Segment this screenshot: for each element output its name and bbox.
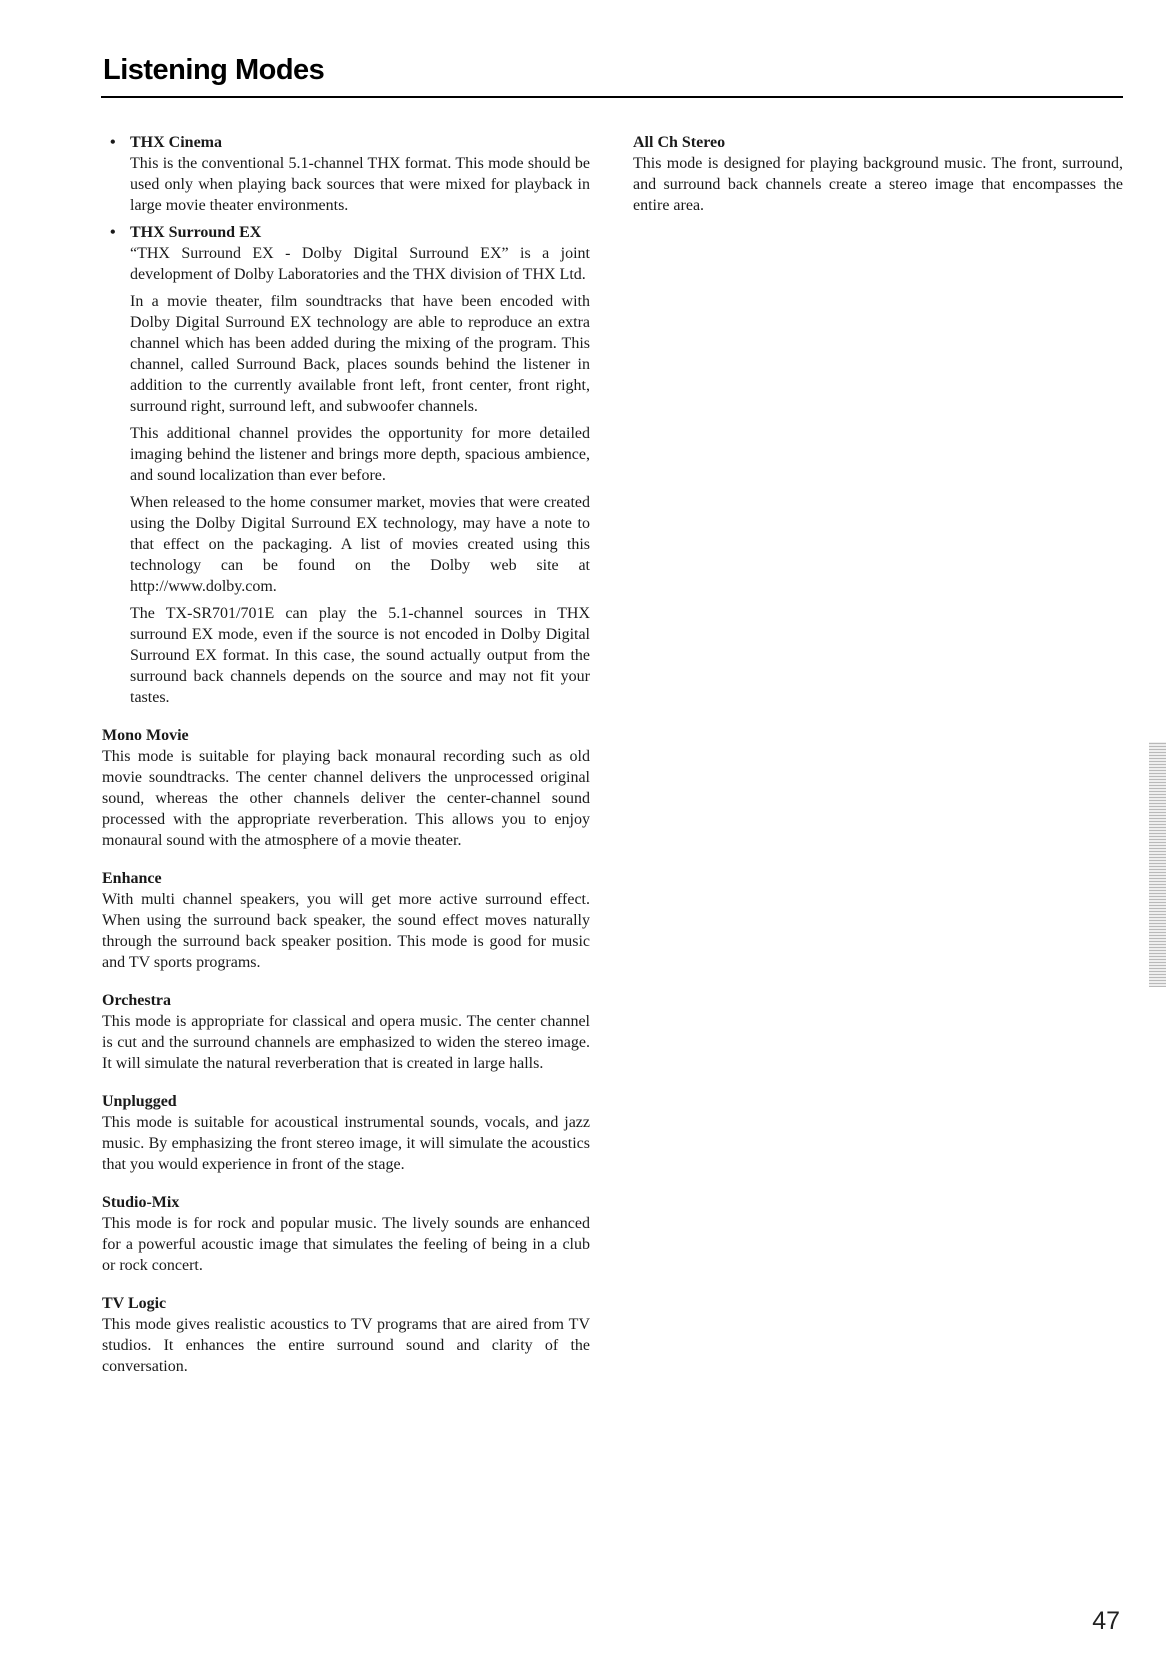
enhance-section bbox=[102, 868, 590, 973]
mono-movie-section bbox=[102, 725, 590, 851]
mono-movie-text: This mode is suitable for playing back monaural recording such as old movie soundtracks. The center channel delivers the unprocessed original sound, whereas the other channels deliver the center-channel sound processed with the appropriate reverberation. This allows you to enjoy monaural sound with the atmosphere of a movie theater. bbox=[102, 748, 590, 849]
orchestra-section bbox=[102, 990, 590, 1074]
enhance-text: With multi channel speakers, you will get more active surround effect. When using the surround back speaker, the sound effect moves naturally through the surround back speaker position. This mode is good for music and TV sports programs. bbox=[102, 891, 590, 971]
all-ch-stereo-heading: All Ch Stereo bbox=[633, 134, 726, 151]
thx-surround-ex-paragraph: “THX Surround EX - Dolby Digital Surround EX” is a joint development of Dolby Laboratories and the THX division of THX Ltd. bbox=[130, 245, 590, 283]
tv-logic-heading: TV Logic bbox=[102, 1295, 167, 1312]
enhance-heading: Enhance bbox=[102, 870, 162, 887]
studio-mix-heading: Studio-Mix bbox=[102, 1194, 180, 1211]
tv-logic-text: This mode gives realistic acoustics to TV programs that are aired from TV studios. It enhances the entire surround sound and clarity of the conversation. bbox=[102, 1316, 590, 1375]
thx-surround-ex-section bbox=[102, 222, 590, 708]
unplugged-text: This mode is suitable for acoustical instrumental sounds, vocals, and jazz music. By emphasizing the front stereo image, it will simulate the acoustics that you would experience in front of the stage. bbox=[102, 1114, 590, 1173]
thx-surround-ex-heading bbox=[110, 222, 590, 243]
studio-mix-text: This mode is for rock and popular music. The lively sounds are enhanced for a powerful acoustic image that simulates the feeling of being in a club or rock concert. bbox=[102, 1215, 590, 1274]
all-ch-stereo-text: This mode is designed for playing background music. The front, surround, and surround back channels create a stereo image that encompasses the entire area. bbox=[633, 155, 1123, 214]
orchestra-heading: Orchestra bbox=[102, 992, 172, 1009]
orchestra-text: This mode is appropriate for classical and opera music. The center channel is cut and the surround channels are emphasized to widen the stereo image. It will simulate the natural reverberation that is created in large halls. bbox=[102, 1013, 590, 1072]
tv-logic-section bbox=[102, 1293, 590, 1377]
thx-surround-ex-heading-text: THX Surround EX bbox=[130, 224, 262, 241]
thx-surround-ex-paragraph: The TX-SR701/701E can play the 5.1-channel sources in THX surround EX mode, even if the source is not encoded in Dolby Digital Surround EX format. In this case, the sound actually output from the surround back channels depends on the source and may not fit your tastes. bbox=[130, 605, 590, 706]
mono-movie-heading: Mono Movie bbox=[102, 727, 189, 744]
studio-mix-section bbox=[102, 1192, 590, 1276]
unplugged-heading: Unplugged bbox=[102, 1093, 177, 1110]
chapter-edge-tab bbox=[1149, 742, 1166, 987]
thx-surround-ex-paragraph: This additional channel provides the opportunity for more detailed imaging behind the listener and brings more depth, spacious ambience, and sound localization than ever before. bbox=[130, 425, 590, 484]
thx-surround-ex-paragraph: When released to the home consumer market, movies that were created using the Dolby Digital Surround EX technology, may have a note to that effect on the packaging. A list of movies created using this technology can be found on the Dolby web site at http://www.dolby.com. bbox=[130, 494, 590, 595]
thx-cinema-text: This is the conventional 5.1-channel THX format. This mode should be used only when playing back sources that were mixed for playback in large movie theater environments. bbox=[130, 155, 590, 214]
thx-surround-ex-paragraph: In a movie theater, film soundtracks that have been encoded with Dolby Digital Surround EX technology are able to reproduce an extra channel which has been added during the mixing of the program. This channel, called Surround Back, places sounds behind the listener in addition to the currently available front left, front center, front right, surround right, surround left, and subwoofer channels. bbox=[130, 293, 590, 415]
bullet-icon: • bbox=[110, 134, 116, 151]
left-column bbox=[102, 132, 590, 1394]
thx-cinema-heading bbox=[110, 132, 590, 153]
page-number: 47 bbox=[1092, 1607, 1120, 1635]
title-divider bbox=[101, 96, 1123, 98]
bullet-icon: • bbox=[110, 224, 116, 241]
all-ch-stereo-section bbox=[633, 132, 1123, 216]
right-column bbox=[633, 132, 1123, 233]
thx-cinema-heading-text: THX Cinema bbox=[130, 134, 222, 151]
thx-cinema-section bbox=[102, 132, 590, 216]
unplugged-section bbox=[102, 1091, 590, 1175]
page-title: Listening Modes bbox=[103, 54, 325, 86]
